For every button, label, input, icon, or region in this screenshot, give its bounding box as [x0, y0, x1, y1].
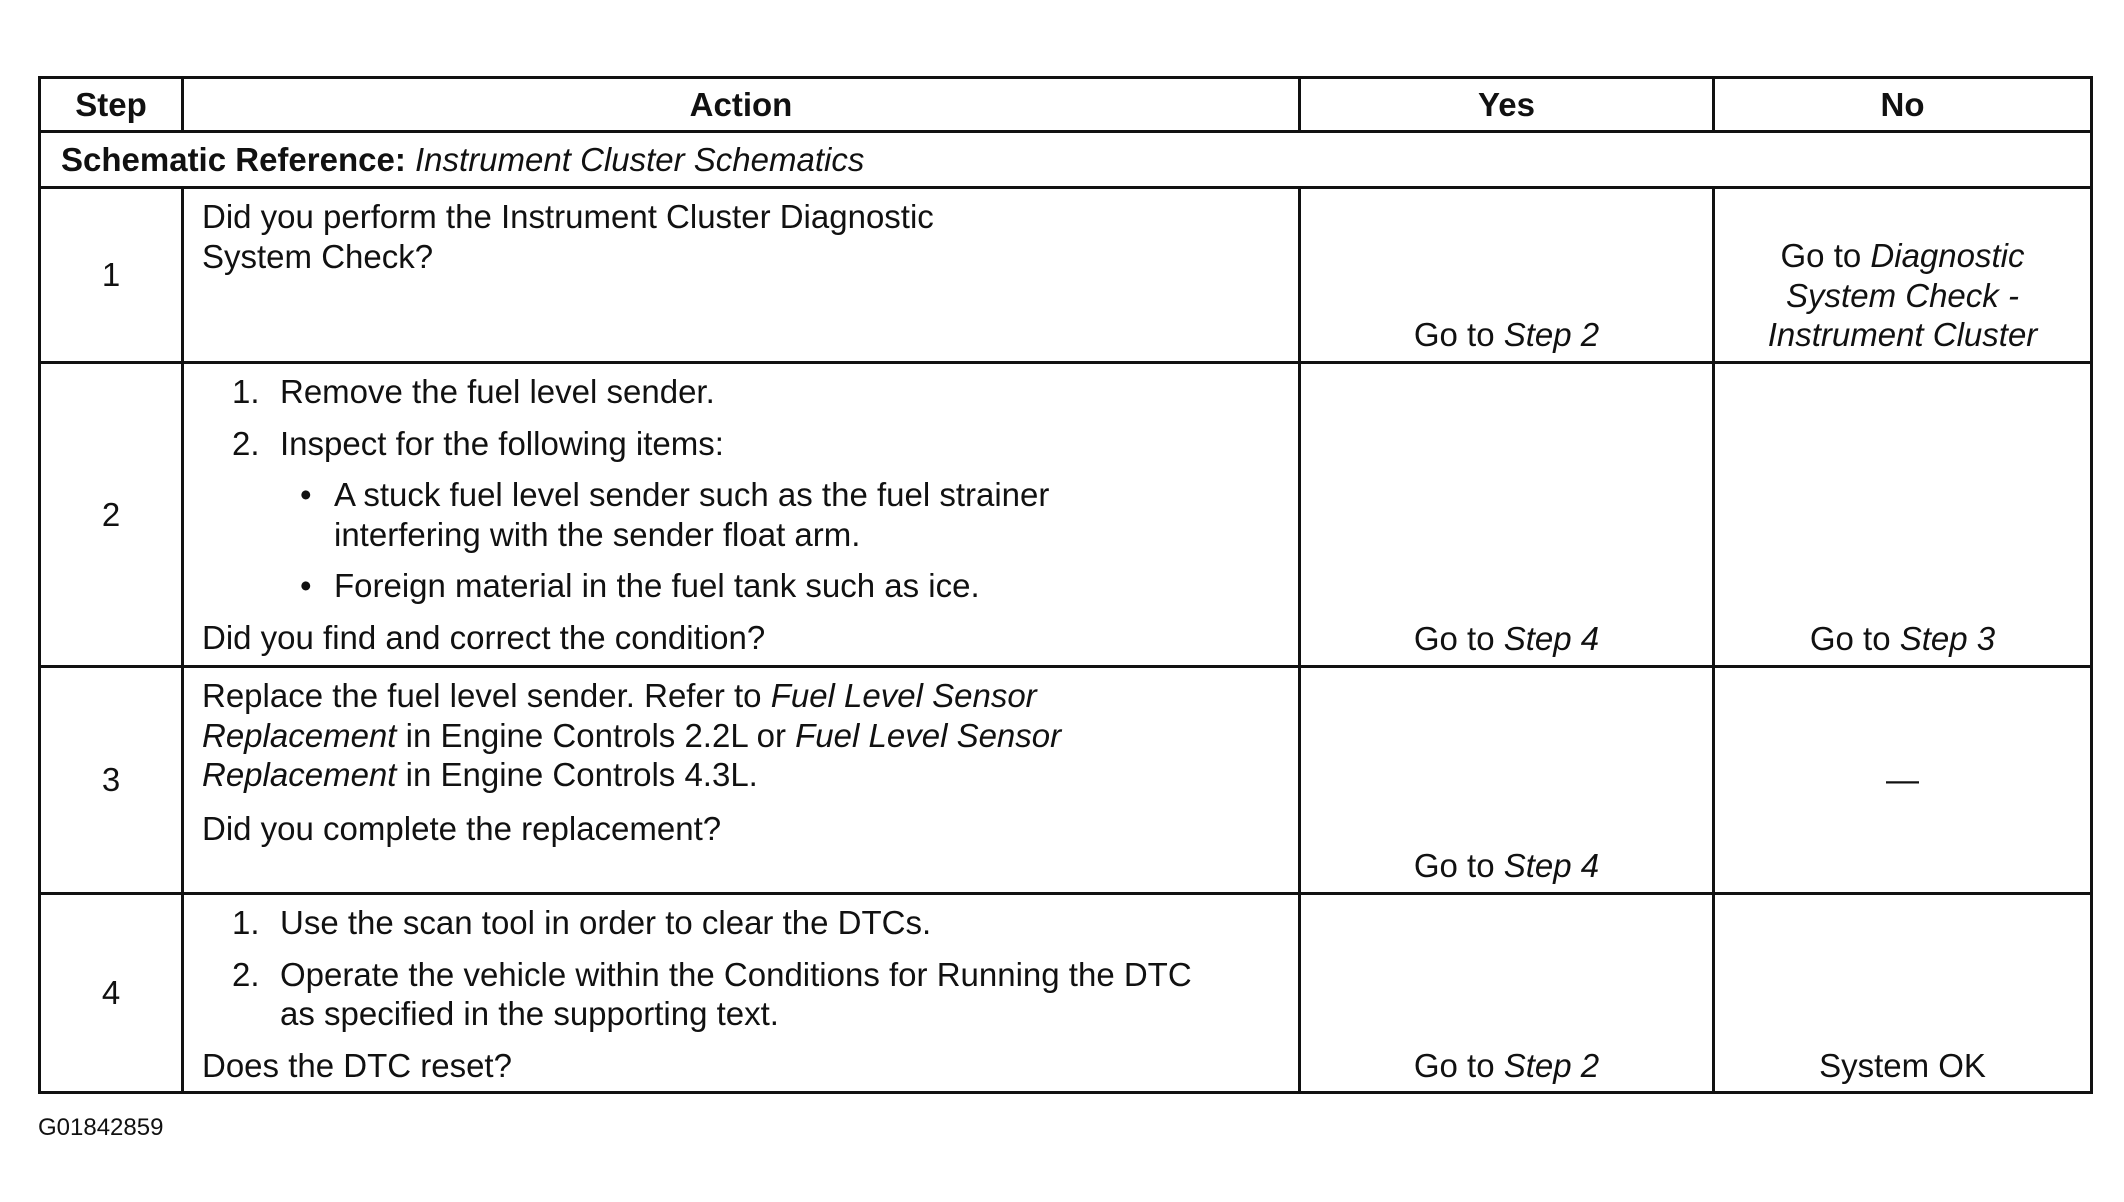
step-number: 3 [40, 667, 183, 894]
schematic-reference-row [40, 132, 2092, 188]
diagnostic-table [38, 76, 2093, 1094]
schematic-reference-label: Schematic Reference: [61, 140, 406, 178]
action-header: Action [183, 78, 1300, 132]
bullet-text: A stuck fuel level sender such as the fuel strainer interfering with the sender float arm. [334, 476, 1050, 553]
yes-cell [1300, 667, 1714, 894]
numbered-item [202, 955, 1278, 1034]
figure-id: G01842859 [38, 1114, 164, 1141]
no-diagnostic-link[interactable]: Diagnostic System Check - Instrument Cluster [1767, 237, 2038, 354]
table-row-step-3 [40, 667, 2092, 894]
step-number: 1 [40, 188, 183, 363]
action-question: Did you perform the Instrument Cluster Diagnostic System Check? [202, 198, 934, 275]
yes-prefix: Go to [1413, 316, 1495, 354]
item-text: Inspect for the following items: [280, 424, 724, 462]
numbered-item [202, 372, 1278, 412]
item-number: 1. [232, 904, 260, 941]
item-text: Remove the fuel level sender. [280, 373, 715, 410]
item-number: 2. [232, 424, 260, 462]
no-prefix: Go to [1780, 237, 1862, 275]
item-number: 1. [232, 373, 260, 410]
yes-cell [1300, 188, 1714, 363]
action-text: Replace the fuel level sender. Refer to [202, 677, 762, 714]
replacement-link[interactable]: Fuel Level Sensor Replacement [202, 677, 1037, 754]
yes-cell [1300, 363, 1714, 667]
bullet-text: Foreign material in the fuel tank such as ice. [334, 567, 980, 605]
action-cell [183, 894, 1300, 1093]
item-text: Use the scan tool in order to clear the DTCs. [280, 904, 932, 941]
action-text: in Engine Controls 4.3L. [405, 756, 758, 794]
header-row [40, 78, 2092, 132]
step-header: Step [40, 78, 183, 132]
no-step-link[interactable]: Step 3 [1899, 620, 1996, 658]
action-cell [183, 667, 1300, 894]
schematic-reference [40, 132, 2092, 188]
yes-prefix: Go to [1413, 1046, 1495, 1084]
action-question: Did you complete the replacement? [202, 809, 722, 847]
no-cell [1714, 667, 2092, 894]
action-cell [183, 188, 1300, 363]
action-question: Does the DTC reset? [202, 1046, 512, 1084]
numbered-item [202, 424, 1278, 464]
item-number: 2. [232, 955, 260, 993]
no-cell [1714, 363, 2092, 667]
yes-header: Yes [1300, 78, 1714, 132]
table-row-step-4 [40, 894, 2092, 1093]
table-row-step-1 [40, 188, 2092, 363]
numbered-item [202, 903, 1278, 943]
step-number: 4 [40, 894, 183, 1093]
yes-step-link[interactable]: Step 4 [1503, 620, 1600, 658]
table-row-step-2 [40, 363, 2092, 667]
bullet-item [202, 475, 1278, 554]
replacement-link[interactable]: Fuel Level Sensor Replacement [202, 716, 1062, 794]
action-cell [183, 363, 1300, 667]
item-text: Operate the vehicle within the Conditions for Running the DTC as specified in the supporting text. [280, 955, 1192, 1033]
bullet-icon: • [300, 476, 312, 514]
bullet-item [202, 566, 1278, 606]
action-text: in Engine Controls 2.2L or [405, 716, 786, 754]
no-cell [1714, 188, 2092, 363]
no-prefix: Go to [1809, 620, 1891, 658]
yes-prefix: Go to [1413, 620, 1495, 658]
yes-prefix: Go to [1413, 847, 1495, 885]
step-number: 2 [40, 363, 183, 667]
yes-cell [1300, 894, 1714, 1093]
yes-step-link[interactable]: Step 2 [1503, 1046, 1600, 1084]
action-question: Did you find and correct the condition? [202, 618, 766, 656]
yes-step-link[interactable]: Step 4 [1503, 847, 1600, 885]
no-cell [1714, 894, 2092, 1093]
no-dash: — [1886, 761, 1919, 799]
no-result: System OK [1819, 1046, 1986, 1084]
bullet-icon: • [300, 567, 312, 605]
yes-step-link[interactable]: Step 2 [1503, 316, 1600, 354]
action-paragraph [202, 676, 1132, 795]
schematic-reference-link[interactable]: Instrument Cluster Schematics [415, 140, 865, 178]
no-header: No [1714, 78, 2092, 132]
